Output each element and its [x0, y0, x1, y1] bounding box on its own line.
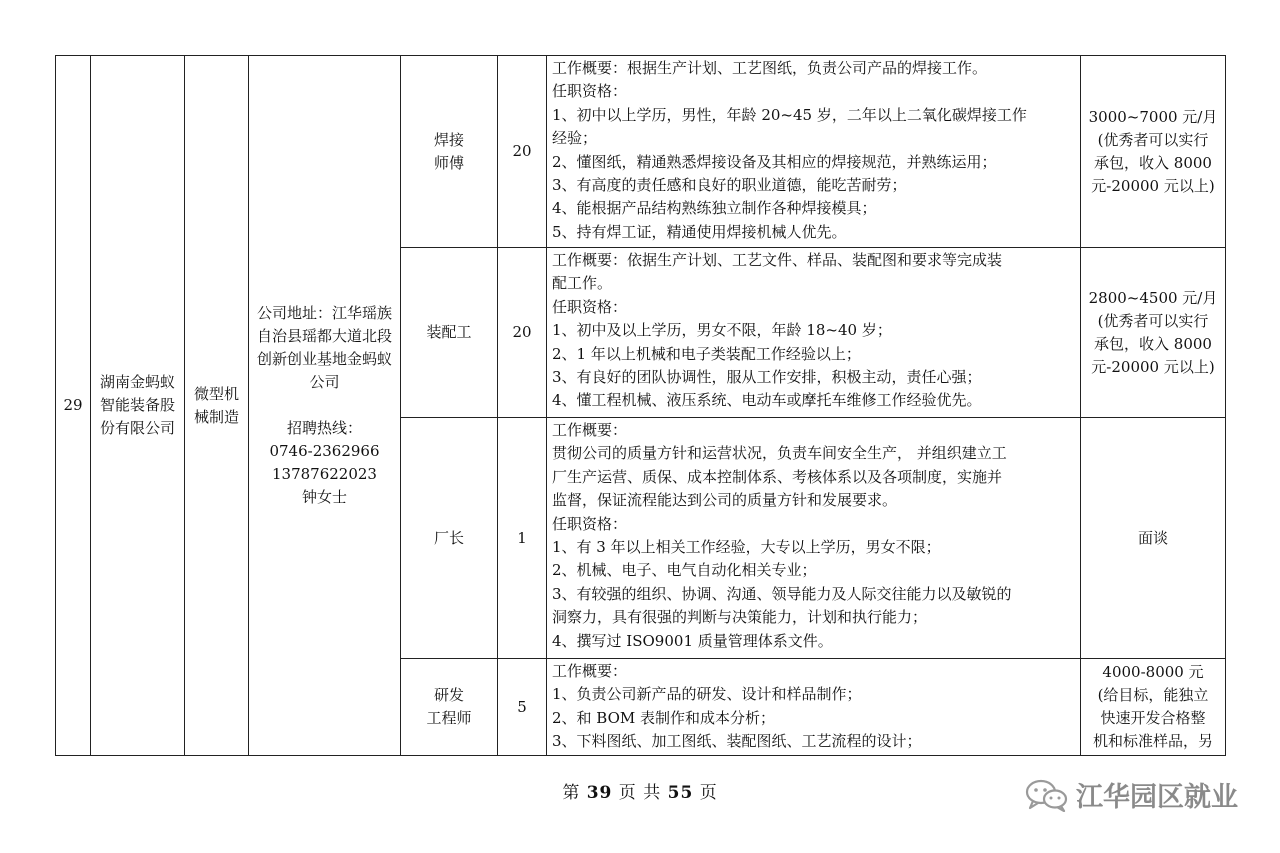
job-salary: 面谈 — [1081, 418, 1226, 659]
job-title: 装配工 — [401, 248, 498, 418]
job-description: 工作概要： 1、负责公司新产品的研发、设计和样品制作； 2、和 BOM 表制作和成本分析； 3、下料图纸、加工图纸、装配图纸、工艺流程的设计； — [547, 659, 1081, 756]
job-title: 厂长 — [401, 418, 498, 659]
company-name: 湖南金蚂蚁智能装备股份有限公司 — [91, 56, 185, 756]
job-description: 工作概要： 贯彻公司的质量方针和运营状况，负责车间安全生产， 并组织建立工 厂生产运营、质保、成本控制体系、考核体系以及各项制度，实施并 监督，保证流程能达到公司的质量方针和发展要求。 任职资格： 1、有 3 年以上相关工作经验，大专以上学历，男女不限； 2、机械、电子、电气自动化相关专业； 3、有较强的组织、协调、沟通、领导能力及人际交往能力以及敏锐的 洞察力，具有很强的判断与决策能力，计划和执行能力； 4、撰写过 ISO9001 质量管理体系文件。 — [547, 418, 1081, 659]
footer-middle: 页 共 — [618, 783, 662, 803]
job-count: 20 — [498, 56, 547, 248]
job-title: 焊接 师傅 — [401, 56, 498, 248]
footer-prefix: 第 — [562, 783, 581, 803]
phone-number: 0746-2362966 — [269, 442, 380, 460]
job-description: 工作概要：依据生产计划、工艺文件、样品、装配图和要求等完成装 配工作。 任职资格： 1、初中及以上学历，男女不限，年龄 18~40 岁； 2、1 年以上机械和电子类装配工作经验以上； 3、有良好的团队协调性，服从工作安排，积极主动，责任心强； 4、懂工程机械、液压系统、电动车或摩托车维修工作经验优先。 — [547, 248, 1081, 418]
recruitment-table — [55, 55, 1226, 756]
job-description: 工作概要：根据生产计划、工艺图纸，负责公司产品的焊接工作。 任职资格： 1、初中以上学历，男性，年龄 20~45 岁，二年以上二氧化碳焊接工作 经验； 2、懂图纸，精通熟悉焊接设备及其相应的焊接规范，并熟练运用； 3、有高度的责任感和良好的职业道德，能吃苦耐劳； 4、能根据产品结构熟练独立制作各种焊接模具； 5、持有焊工证，精通使用焊接机械人优先。 — [547, 56, 1081, 248]
job-count: 20 — [498, 248, 547, 418]
mobile-number: 13787622023 — [272, 465, 377, 483]
company-address: 公司地址：江华瑶族自治县瑶都大道北段创新创业基地金蚂蚁公司 — [256, 304, 392, 391]
table-row — [56, 56, 1226, 248]
job-salary: 3000~7000 元/月 (优秀者可以实行 承包，收入 8000 元-20000 元以上) — [1081, 56, 1226, 248]
industry: 微型机械制造 — [185, 56, 249, 756]
watermark — [1024, 775, 1238, 814]
job-count: 1 — [498, 418, 547, 659]
job-title: 研发 工程师 — [401, 659, 498, 756]
job-count: 5 — [498, 659, 547, 756]
wechat-icon — [1024, 778, 1070, 812]
page-number: 39 — [586, 783, 613, 803]
contact-person: 钟女士 — [301, 488, 347, 506]
watermark-text: 江华园区就业 — [1076, 782, 1238, 813]
hotline-label: 招聘热线： — [286, 419, 362, 437]
contact-info — [249, 56, 401, 756]
job-salary: 2800~4500 元/月 (优秀者可以实行 承包，收入 8000 元-20000 元以上) — [1081, 248, 1226, 418]
row-number: 29 — [56, 56, 91, 756]
footer-suffix: 页 — [699, 783, 718, 803]
total-pages: 55 — [667, 783, 694, 803]
job-salary: 4000-8000 元 (给目标，能独立 快速开发合格整 机和标准样品，另 — [1081, 659, 1226, 756]
